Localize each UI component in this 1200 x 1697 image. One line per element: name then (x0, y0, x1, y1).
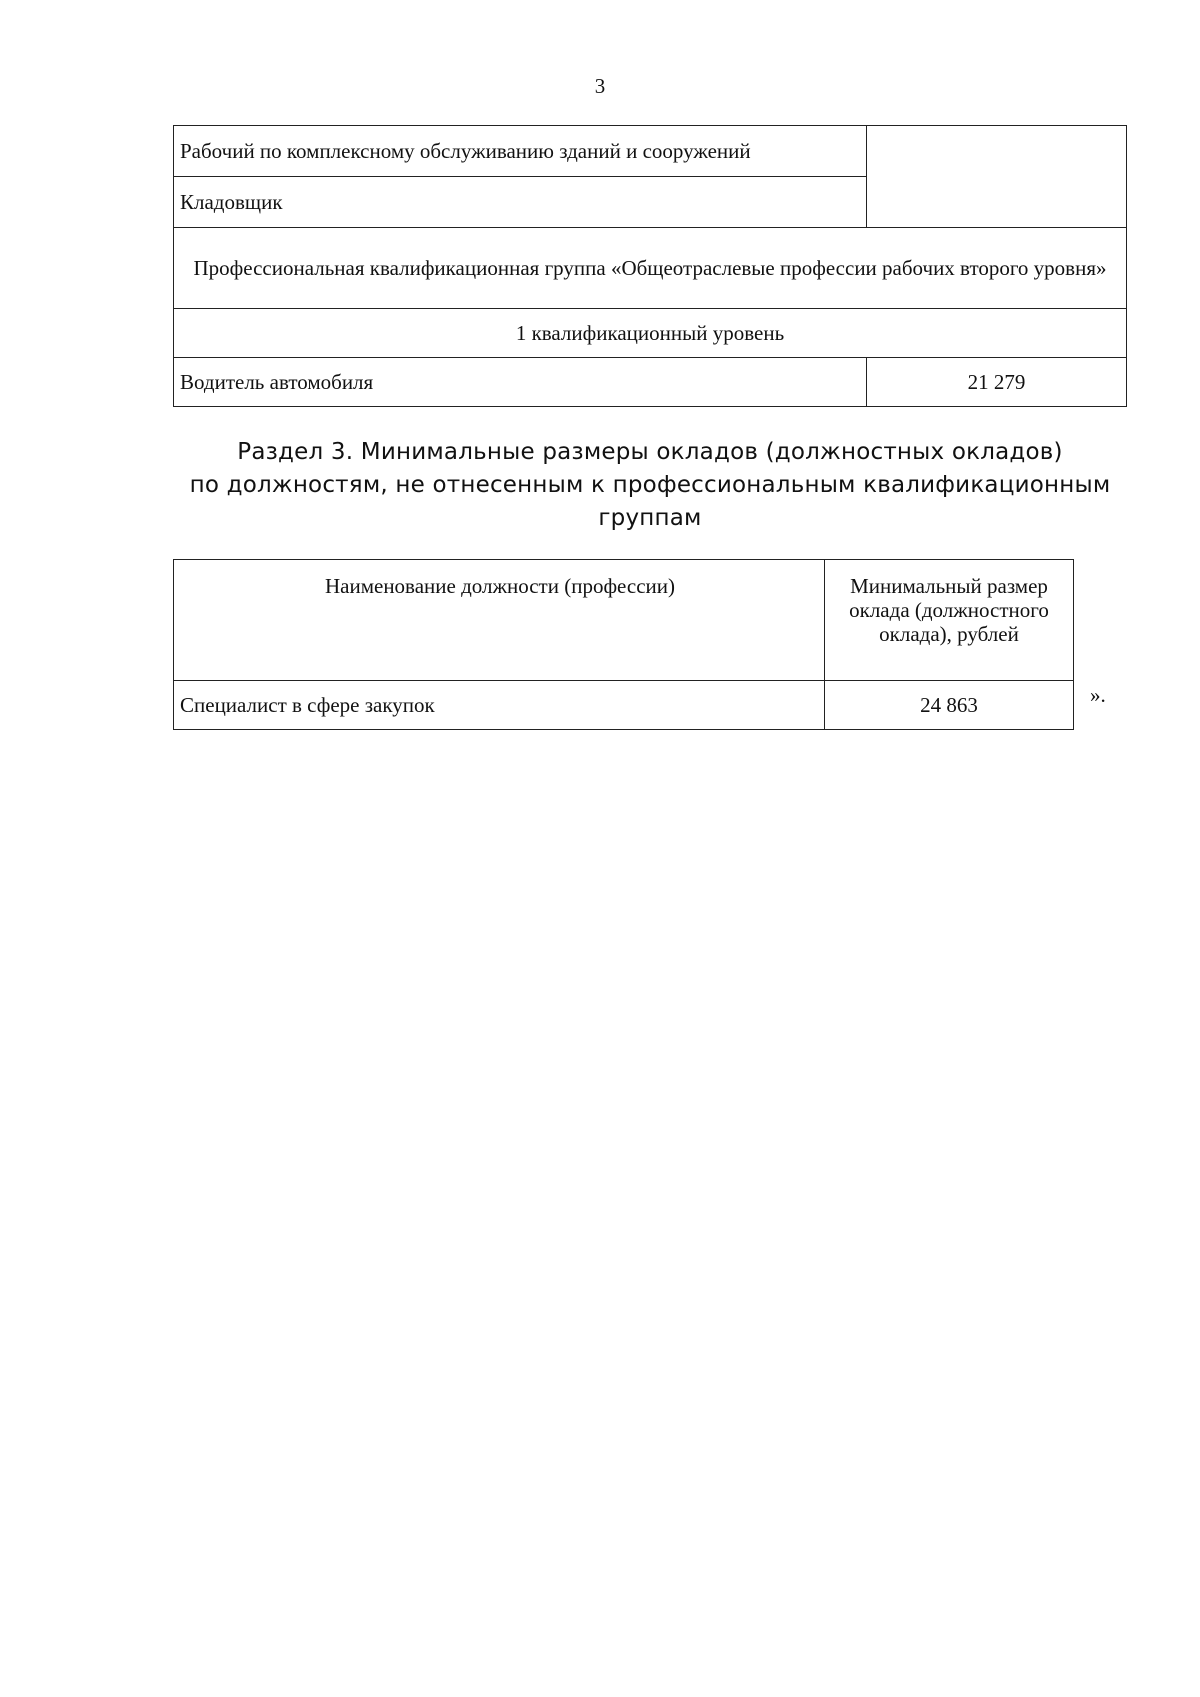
closing-quote: ». (1090, 683, 1106, 707)
position-name-cell: Водитель автомобиля (174, 358, 867, 407)
table-row (174, 681, 1074, 730)
group-heading-row (174, 228, 1127, 309)
header-salary-line: оклада (должностного (849, 598, 1049, 622)
section-3-title (173, 436, 1127, 535)
level-heading-cell: 1 квалификационный уровень (174, 309, 1127, 358)
salary-value-cell: 24 863 (825, 681, 1074, 730)
position-name-cell: Кладовщик (174, 177, 867, 228)
section-title-line: Раздел 3. Минимальные размеры окладов (должностных окладов) (237, 439, 1063, 465)
table-row (174, 126, 1127, 177)
salary-table-continued (173, 125, 1127, 407)
salary-value-cell: 21 279 (867, 358, 1127, 407)
section-title-line: по должностям, не отнесенным к профессиональным квалификационным (189, 472, 1111, 498)
page-number: 3 (594, 74, 606, 98)
level-heading-row (174, 309, 1127, 358)
position-name-cell: Рабочий по комплексному обслуживанию зданий и сооружений (174, 126, 867, 177)
salary-cell-empty (867, 126, 1127, 228)
header-salary-line: оклада), рублей (879, 622, 1019, 646)
position-name-cell: Специалист в сфере закупок (174, 681, 825, 730)
section-title-line: группам (598, 505, 702, 531)
header-position-name: Наименование должности (профессии) (174, 560, 825, 681)
unclassified-positions-table (173, 559, 1074, 730)
group-heading-cell: Профессиональная квалификационная группа «Общеотраслевые профессии рабочих второго уровня» (174, 228, 1127, 309)
table-header-row (174, 560, 1074, 681)
table-row (174, 358, 1127, 407)
header-salary-line: Минимальный размер (850, 574, 1048, 598)
header-salary (825, 560, 1074, 681)
